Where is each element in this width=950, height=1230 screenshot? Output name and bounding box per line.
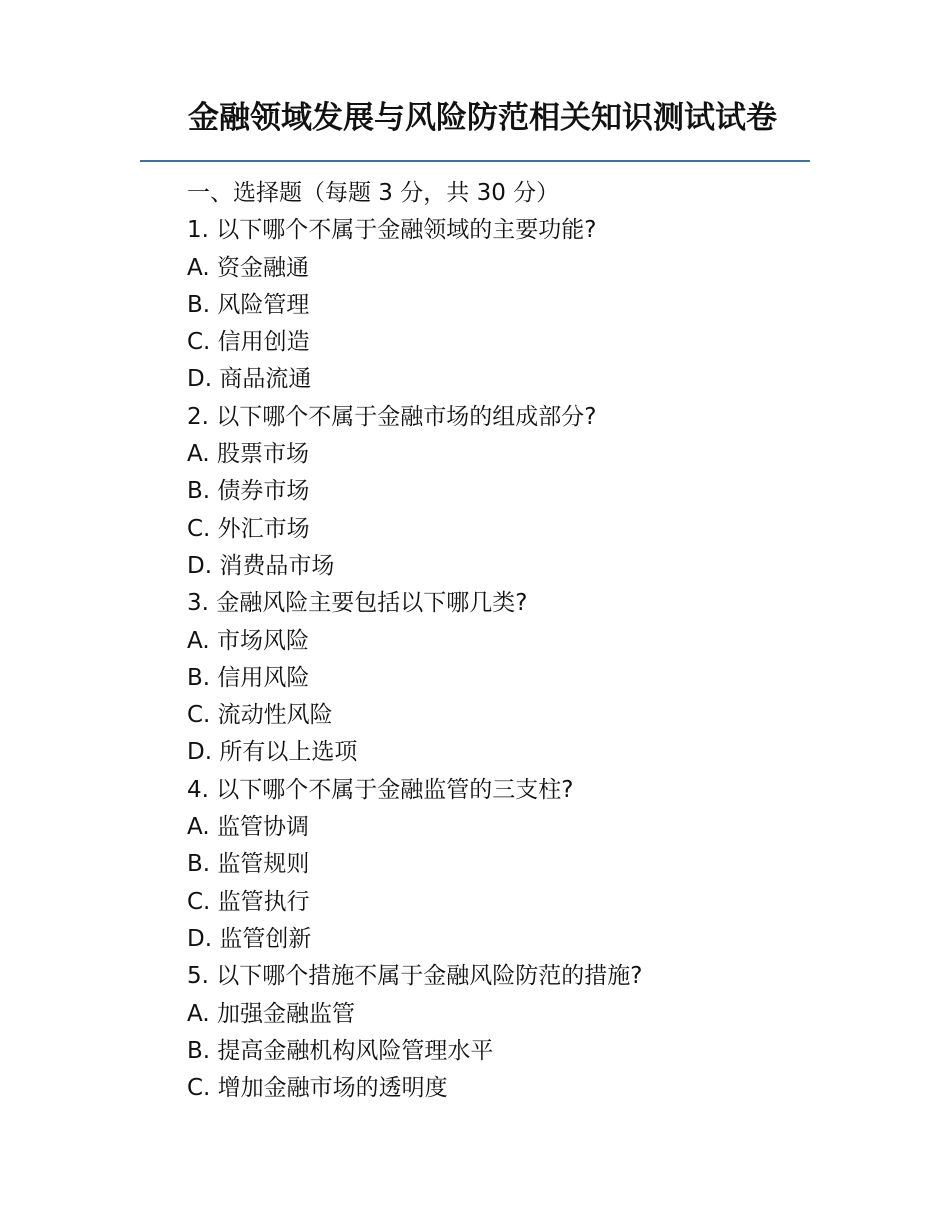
question-3-option-d: D. 所有以上选项 xyxy=(187,739,358,766)
question-2-option-d: D. 消费品市场 xyxy=(187,552,335,579)
question-3-option-a: A. 市场风险 xyxy=(187,627,309,654)
question-4-option-b: B. 监管规则 xyxy=(187,851,310,878)
question-5-option-b: B. 提高金融机构风险管理水平 xyxy=(187,1037,494,1064)
document-title: 金融领域发展与风险防范相关知识测试试卷 xyxy=(188,100,777,136)
question-3-option-b: B. 信用风险 xyxy=(187,664,310,691)
question-3-option-c: C. 流动性风险 xyxy=(187,702,333,729)
question-2-option-c: C. 外汇市场 xyxy=(187,515,310,542)
question-4-option-c: C. 监管执行 xyxy=(187,888,310,915)
title-underline xyxy=(140,160,810,162)
question-2-option-a: A. 股票市场 xyxy=(187,441,309,468)
question-4-option-a: A. 监管协调 xyxy=(187,814,309,841)
question-1-option-c: C. 信用创造 xyxy=(187,329,310,356)
question-5-option-c: C. 增加金融市场的透明度 xyxy=(187,1075,448,1102)
question-4: 4. 以下哪个不属于金融监管的三支柱? xyxy=(187,776,574,803)
question-2-option-b: B. 债券市场 xyxy=(187,478,310,505)
question-5: 5. 以下哪个措施不属于金融风险防范的措施? xyxy=(187,963,643,990)
question-4-option-d: D. 监管创新 xyxy=(187,925,312,952)
question-1-option-a: A. 资金融通 xyxy=(187,254,309,281)
section-heading: 一、选择题（每题 3 分，共 30 分） xyxy=(187,180,560,206)
question-5-option-a: A. 加强金融监管 xyxy=(187,1000,355,1027)
question-1-option-b: B. 风险管理 xyxy=(187,291,310,318)
question-3: 3. 金融风险主要包括以下哪几类? xyxy=(187,590,528,617)
question-1: 1. 以下哪个不属于金融领域的主要功能? xyxy=(187,217,597,244)
question-2: 2. 以下哪个不属于金融市场的组成部分? xyxy=(187,403,597,430)
question-1-option-d: D. 商品流通 xyxy=(187,366,312,393)
document-body xyxy=(187,175,847,1107)
